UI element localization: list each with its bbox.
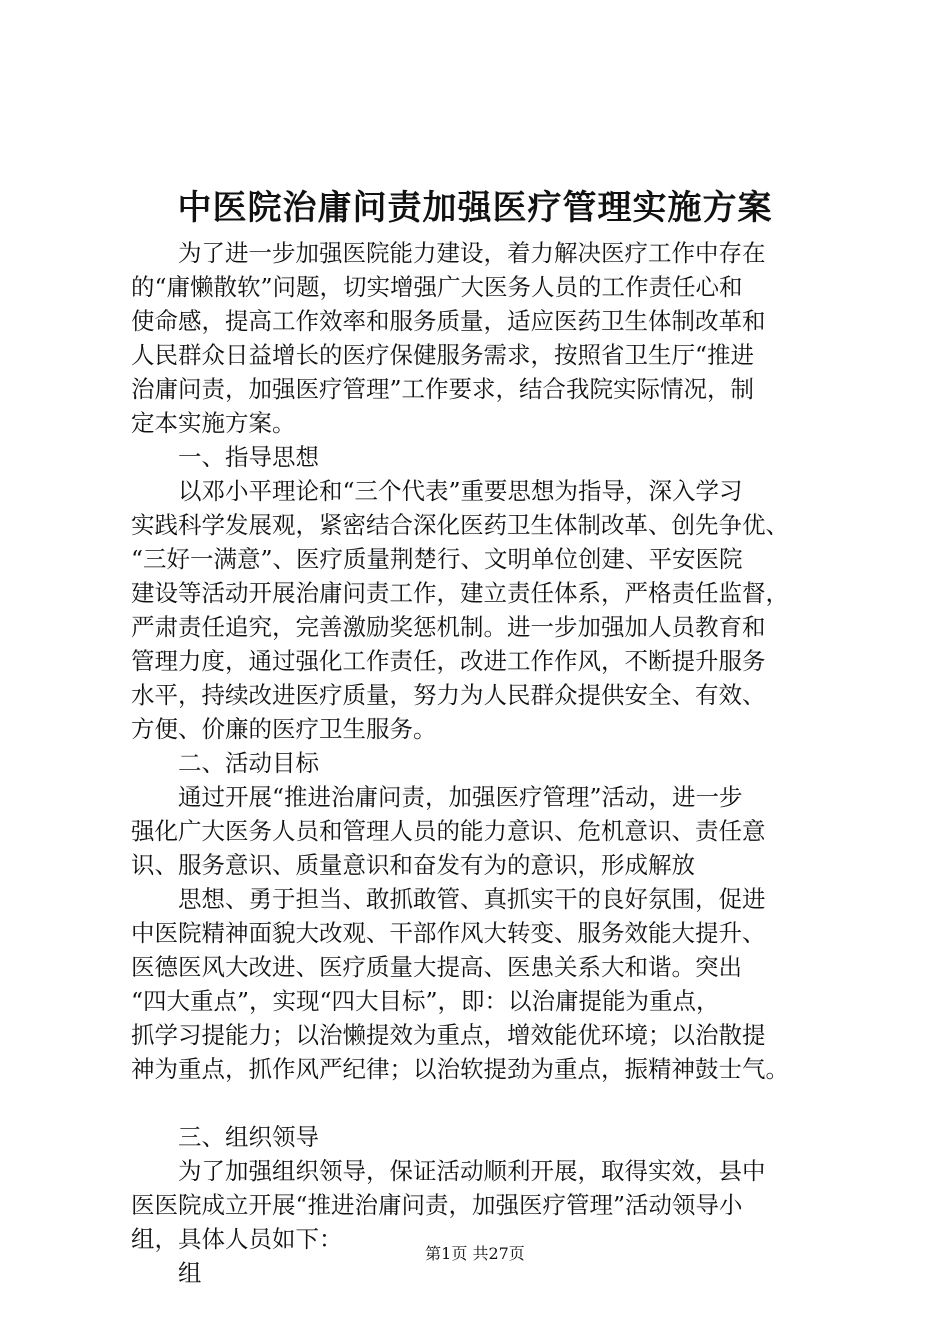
body-text-line: 一、指导思想 <box>131 443 319 471</box>
body-text-line: 定本实施方案。 <box>131 409 296 437</box>
body-text-line: 治庸问责，加强医疗管理”工作要求，结合我院实际情况，制 <box>131 375 755 403</box>
body-text-line: 二、活动目标 <box>131 749 319 777</box>
body-text-line: 管理力度，通过强化工作责任，改进工作作风，不断提升服务 <box>131 647 766 675</box>
document-title: 中医院治庸问责加强医疗管理实施方案 <box>177 188 773 228</box>
body-text-line: 组，具体人员如下： <box>131 1225 343 1253</box>
body-text-line: 实践科学发展观，紧密结合深化医药卫生体制改革、创先争优、 <box>131 511 789 539</box>
page-footer: 第1页 共27页 <box>425 1244 525 1263</box>
body-text-line: 的“庸懒散软”问题，切实增强广大医务人员的工作责任心和 <box>131 273 743 301</box>
body-text-line: 为了加强组织领导，保证活动顺利开展，取得实效，县中 <box>131 1157 766 1185</box>
body-text-line: 为了进一步加强医院能力建设，着力解决医疗工作中存在 <box>131 239 766 267</box>
body-text-line: 医德医风大改进、医疗质量大提高、医患关系大和谐。突出 <box>131 953 742 981</box>
body-text-line: 中医院精神面貌大改观、干部作风大转变、服务效能大提升、 <box>131 919 766 947</box>
body-text-line: 思想、勇于担当、敢抓敢管、真抓实干的良好氛围，促进 <box>131 885 766 913</box>
body-text-line: 神为重点，抓作风严纪律；以治软提劲为重点，振精神鼓士气。 <box>131 1055 789 1083</box>
body-text-line: 方便、价廉的医疗卫生服务。 <box>131 715 437 743</box>
body-text-line: 以邓小平理论和“三个代表”重要思想为指导，深入学习 <box>131 477 743 505</box>
body-text-line: 医医院成立开展“推进治庸问责，加强医疗管理”活动领导小 <box>131 1191 743 1219</box>
body-text-line: 强化广大医务人员和管理人员的能力意识、危机意识、责任意 <box>131 817 766 845</box>
body-text-line: 三、组织领导 <box>131 1123 319 1151</box>
body-text-line: 识、服务意识、质量意识和奋发有为的意识，形成解放 <box>131 851 695 879</box>
body-text-line: 水平，持续改进医疗质量，努力为人民群众提供安全、有效、 <box>131 681 766 709</box>
body-text-line: 通过开展“推进治庸问责，加强医疗管理”活动，进一步 <box>131 783 743 811</box>
body-text-line: 严肃责任追究，完善激励奖惩机制。进一步加强加人员教育和 <box>131 613 766 641</box>
body-text-line: 人民群众日益增长的医疗保健服务需求，按照省卫生厅“推进 <box>131 341 755 369</box>
body-text-line: 抓学习提能力；以治懒提效为重点，增效能优环境；以治散提 <box>131 1021 766 1049</box>
body-text-line: “三好一满意”、医疗质量荆楚行、文明单位创建、平安医院 <box>131 545 743 573</box>
document-body <box>131 236 851 1290</box>
body-text-line: 使命感，提高工作效率和服务质量，适应医药卫生体制改革和 <box>131 307 766 335</box>
body-text-line <box>131 1086 851 1120</box>
body-text-line: 建设等活动开展治庸问责工作，建立责任体系，严格责任监督， <box>131 579 789 607</box>
body-text-line: 组 <box>131 1259 202 1287</box>
body-text-line: “四大重点”，实现“四大目标”，即：以治庸提能为重点， <box>131 987 720 1015</box>
